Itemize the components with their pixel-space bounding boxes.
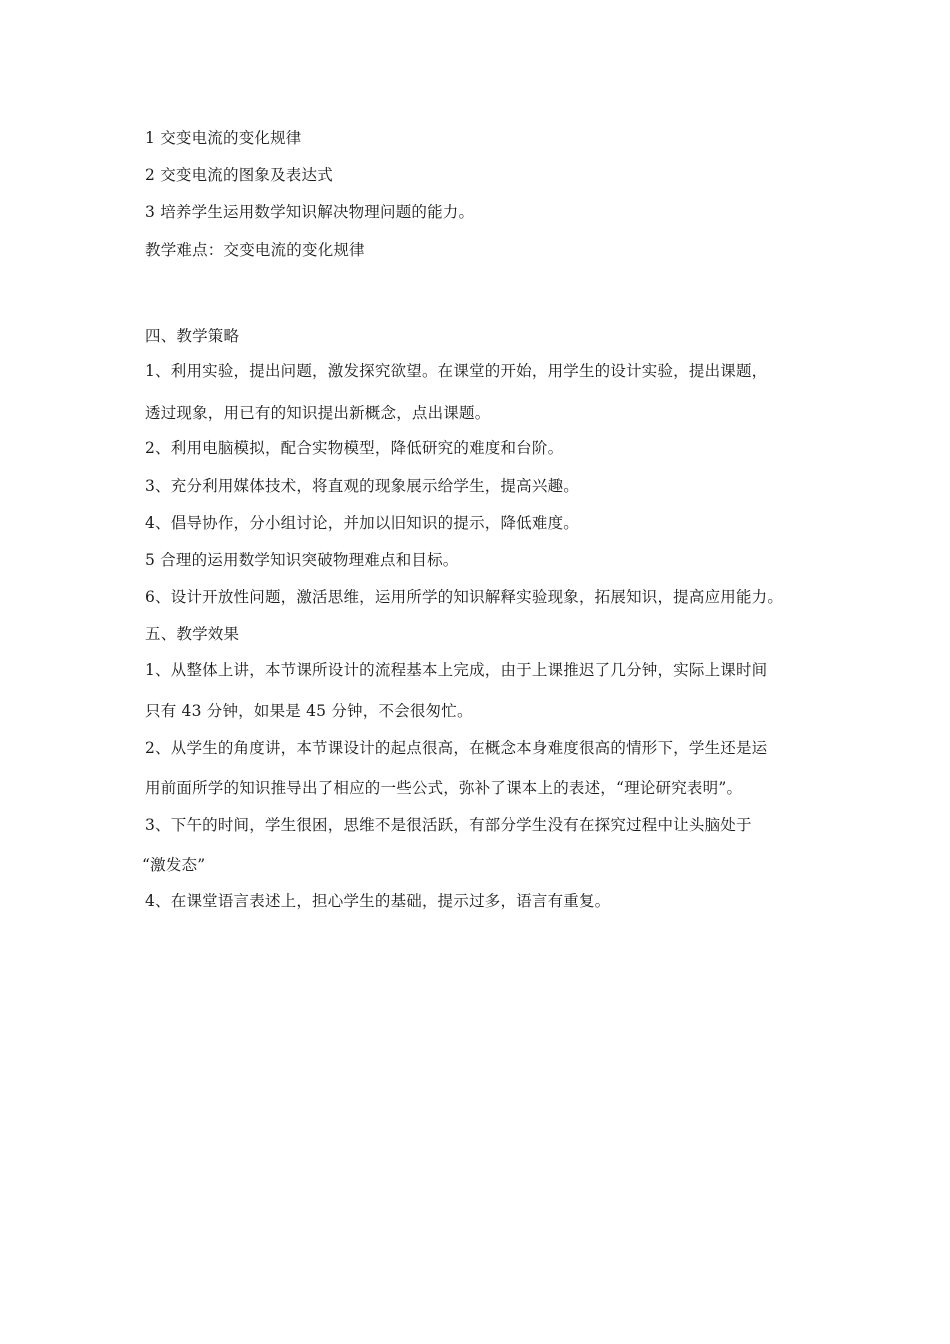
objective-line-2: 2 交变电流的图象及表达式	[145, 166, 333, 184]
objective-line-3: 3 培养学生运用数学知识解决物理问题的能力。	[145, 203, 475, 221]
teaching-difficulty: 教学难点：交变电流的变化规律	[145, 241, 365, 259]
strategy-item-5: 5 合理的运用数学知识突破物理难点和目标。	[145, 551, 459, 569]
section-heading-effect: 五、教学效果	[145, 625, 240, 643]
strategy-item-3: 3、充分利用媒体技术，将直观的现象展示给学生，提高兴趣。	[145, 477, 579, 495]
strategy-item-1: 1、利用实验，提出问题，激发探究欲望。在课堂的开始，用学生的设计实验，提出课题，	[145, 362, 768, 380]
effect-item-1: 1、从整体上讲，本节课所设计的流程基本上完成，由于上课推迟了几分钟，实际上课时间	[145, 661, 768, 679]
effect-item-4: 4、在课堂语言表述上，担心学生的基础，提示过多，语言有重复。	[145, 892, 611, 910]
strategy-item-1-cont: 透过现象，用已有的知识提出新概念，点出课题。	[145, 404, 491, 422]
effect-item-2-cont: 用前面所学的知识推导出了相应的一些公式，弥补了课本上的表述，“理论研究表明”。	[145, 779, 743, 797]
effect-item-3: 3、下午的时间，学生很困，思维不是很活跃，有部分学生没有在探究过程中让头脑处于	[145, 816, 752, 834]
effect-item-2: 2、从学生的角度讲，本节课设计的起点很高，在概念本身难度很高的情形下，学生还是运	[145, 739, 768, 757]
strategy-item-6: 6、设计开放性问题，激活思维，运用所学的知识解释实验现象，拓展知识，提高应用能力。	[145, 588, 784, 606]
strategy-item-4: 4、倡导协作，分小组讨论，并加以旧知识的提示，降低难度。	[145, 514, 579, 532]
strategy-item-2: 2、利用电脑模拟，配合实物模型，降低研究的难度和台阶。	[145, 439, 564, 457]
effect-item-3-cont: “激发态”	[142, 856, 206, 874]
section-heading-strategy: 四、教学策略	[145, 327, 240, 345]
objective-line-1: 1 交变电流的变化规律	[145, 129, 302, 147]
effect-item-1-cont: 只有 43 分钟，如果是 45 分钟，不会很匆忙。	[145, 702, 473, 720]
